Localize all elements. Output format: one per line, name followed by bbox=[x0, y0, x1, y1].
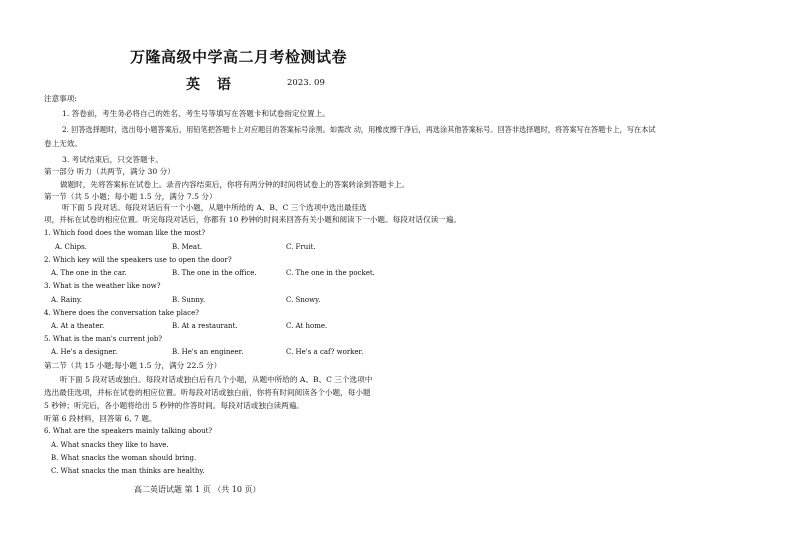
exam-title: 万隆高级中学高二月考检测试卷 bbox=[130, 48, 348, 66]
question-stem: 6. What are the speakers mainly talking about? bbox=[44, 427, 213, 435]
option-b: B. He's an engineer. bbox=[172, 348, 244, 356]
option-a: A. At a theater. bbox=[51, 322, 105, 330]
option-a: A. What snacks they like to have. bbox=[51, 441, 169, 449]
section2-instruction-line-2: 选出最佳选项，并标在试卷的相应位置。听每段对话或独白前，你将有时间阅读各个小题，每小题 bbox=[44, 388, 371, 397]
exam-date: 2023. 09 bbox=[287, 78, 325, 88]
option-a: A. He's a designer. bbox=[51, 348, 118, 356]
page-footer: 高二英语试题 第 1 页 （共 10 页） bbox=[134, 485, 261, 494]
option-b: B. What snacks the woman should bring. bbox=[51, 454, 197, 462]
option-c: C. Snowy. bbox=[286, 296, 321, 304]
question-stem: 5. What is the man's current job? bbox=[44, 335, 163, 343]
question-stem: 3. What is the weather like now? bbox=[44, 282, 161, 290]
option-a: A. Rainy. bbox=[51, 296, 83, 304]
note-item-2-line-2: 卷上无效。 bbox=[44, 139, 82, 148]
part1-instruction: 做题时，先将答案标在试卷上。录音内容结束后，你将有两分钟的时间将试卷上的答案转涂到答题卡上。 bbox=[60, 180, 410, 189]
option-b: B. Meat. bbox=[172, 243, 203, 251]
section1-instruction-line-1: 听下面 5 段对话。每段对话后有一个小题，从题中所给的 A、B、C 三个选项中选出最佳选 bbox=[62, 203, 367, 212]
question-stem: 1. Which food does the woman like the most? bbox=[44, 229, 206, 237]
note-item-3: 3. 考试结束后，只交答题卡。 bbox=[62, 155, 163, 164]
option-c: C. At home. bbox=[286, 322, 328, 330]
option-a: A. The one in the car. bbox=[51, 269, 127, 277]
option-c: C. Fruit. bbox=[286, 243, 316, 251]
exam-subject: 英 语 bbox=[186, 77, 237, 93]
section2-instruction-line-3: 5 秒钟；听完后，各小题将给出 5 秒钟的作答时间。每段对话或独白读两遍。 bbox=[44, 401, 304, 410]
option-c: C. The one in the pocket. bbox=[286, 269, 375, 277]
option-c: C. He's a caf? worker. bbox=[286, 348, 364, 356]
note-item-2-line-1: 2. 回答选择题时，选出每小题答案后，用铅笔把答题卡上对应题目的答案标号涂黑。如需改 动，用橡皮擦干净后，再选涂其他答案标号。回答非选择题时，将答案写在答题卡上，写在本试 bbox=[62, 125, 656, 134]
notes-heading: 注意事项: bbox=[44, 94, 77, 103]
option-b: B. At a restaurant. bbox=[172, 322, 238, 330]
option-b: B. The one in the office. bbox=[172, 269, 257, 277]
option-a: A. Chips. bbox=[55, 243, 87, 251]
question-stem: 4. Where does the conversation take place? bbox=[44, 309, 199, 317]
section1-instruction-line-2: 项，并标在试卷的相应位置。听完每段对话后，你都有 10 秒钟的时间来回答有关小题和阅读下一小题。每段对话仅读一遍。 bbox=[44, 215, 461, 224]
part1-heading: 第一部分 听力（共两节，满分 30 分） bbox=[44, 167, 175, 176]
question-stem: 2. Which key will the speakers use to open the door? bbox=[44, 256, 232, 264]
note-item-1: 1. 答卷前，考生务必将自己的姓名、考生号等填写在答题卡和试卷指定位置上。 bbox=[62, 109, 330, 118]
option-c: C. What snacks the man thinks are healthy. bbox=[51, 467, 205, 475]
section1-heading: 第一节（共 5 小题；每小题 1.5 分，满分 7.5 分） bbox=[44, 192, 217, 201]
option-b: B. Sunny. bbox=[172, 296, 206, 304]
section2-material: 听第 6 段材料，回答第 6, 7 题。 bbox=[44, 414, 157, 423]
section2-heading: 第二节（共 15 小题;每小题 1.5 分，满分 22.5 分） bbox=[44, 361, 222, 370]
section2-instruction-line-1: 听下面 5 段对话或独白。每段对话或独白后有几个小题，从题中所给的 A、B、C 三个选项中 bbox=[60, 375, 373, 384]
